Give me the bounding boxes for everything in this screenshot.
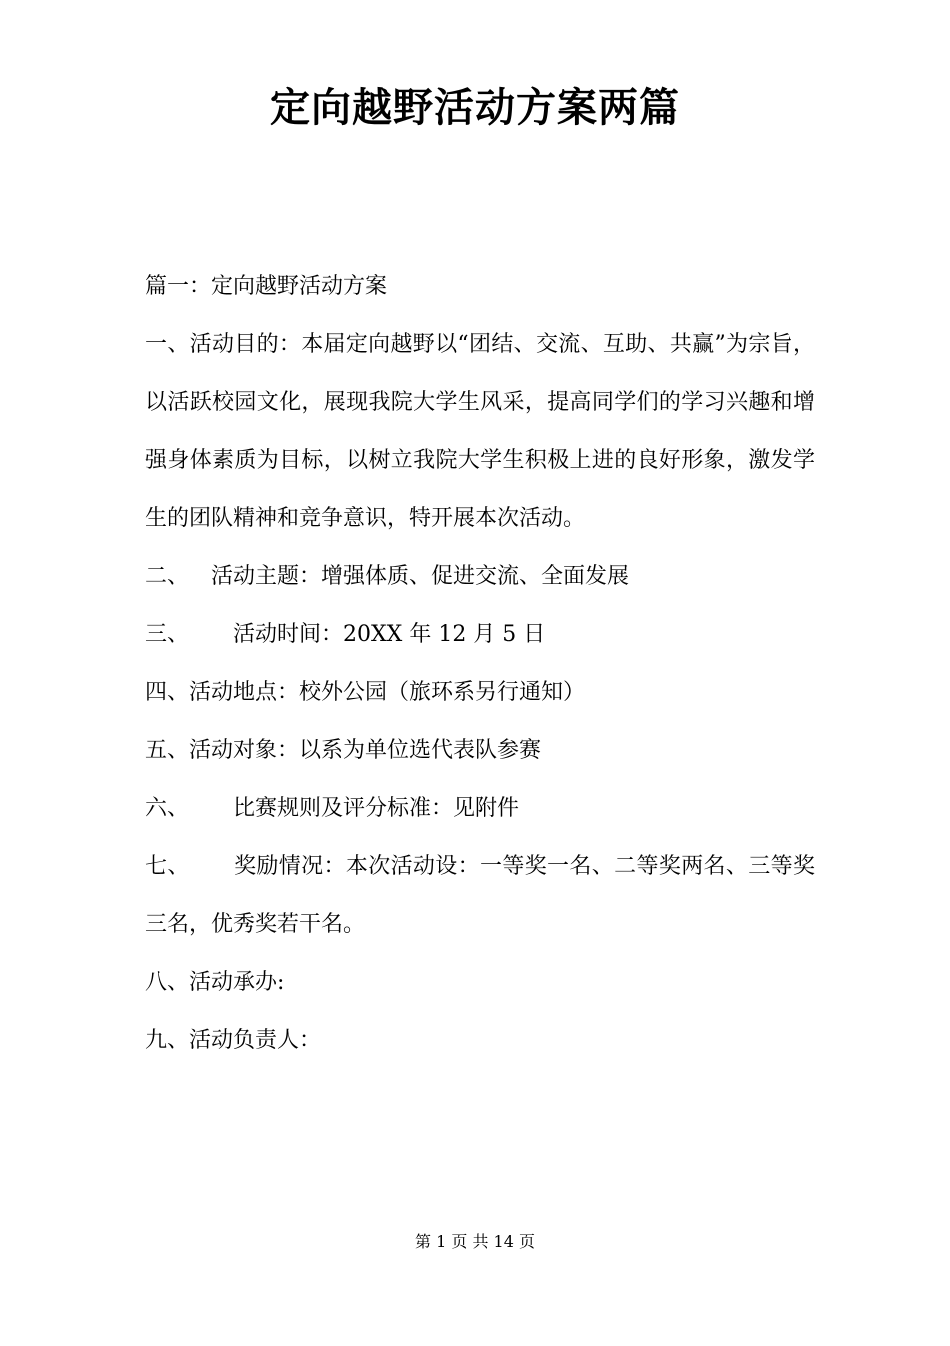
item-text: 活动负责人： [189, 1028, 322, 1053]
document-body [145, 258, 815, 1070]
item-text: 活动目的：本届定向越野以“团结、交流、互助、共赢”为宗旨，以活跃校园文化，展现我院大学生风采，提高同学们的学习兴趣和增强身体素质为目标，以树立我院大学生积极上进的良好形象，激发学生的团队精神和竞争意识，特开展本次活动。 [145, 332, 815, 531]
item-person-in-charge [145, 1012, 815, 1070]
item-text: 活动地点：校外公园（旅环系另行通知） [189, 680, 586, 705]
item-text: 活动主题：增强体质、促进交流、全面发展 [211, 564, 630, 589]
item-text: 活动时间：20XX 年 12 月 5 日 [233, 622, 546, 647]
item-number: 五、 [145, 738, 190, 763]
item-purpose [145, 316, 815, 548]
page-number-footer: 第 1 页 共 14 页 [415, 1232, 535, 1251]
item-number: 六、 [145, 796, 190, 821]
item-number: 三、 [145, 622, 190, 647]
item-participants [145, 722, 815, 780]
item-text: 活动承办: [189, 970, 285, 995]
item-number: 四、 [145, 680, 190, 705]
item-theme [145, 548, 815, 606]
item-number: 七、 [145, 854, 190, 879]
item-text: 比赛规则及评分标准：见附件 [233, 796, 520, 821]
document-title: 定向越野活动方案两篇 [270, 85, 680, 131]
item-awards [145, 838, 815, 954]
item-text: 活动对象：以系为单位选代表队参赛 [189, 738, 542, 763]
item-rules [145, 780, 815, 838]
item-text: 奖励情况：本次活动设：一等奖一名、二等奖两名、三等奖三名，优秀奖若干名。 [145, 854, 815, 937]
item-organizer [145, 954, 815, 1012]
item-number: 二、 [145, 564, 190, 589]
item-number: 一、 [145, 332, 190, 357]
item-location [145, 664, 815, 722]
item-number: 九、 [145, 1028, 190, 1053]
section-heading: 篇一：定向越野活动方案 [145, 274, 388, 299]
item-time [145, 606, 815, 664]
item-number: 八、 [145, 970, 190, 995]
